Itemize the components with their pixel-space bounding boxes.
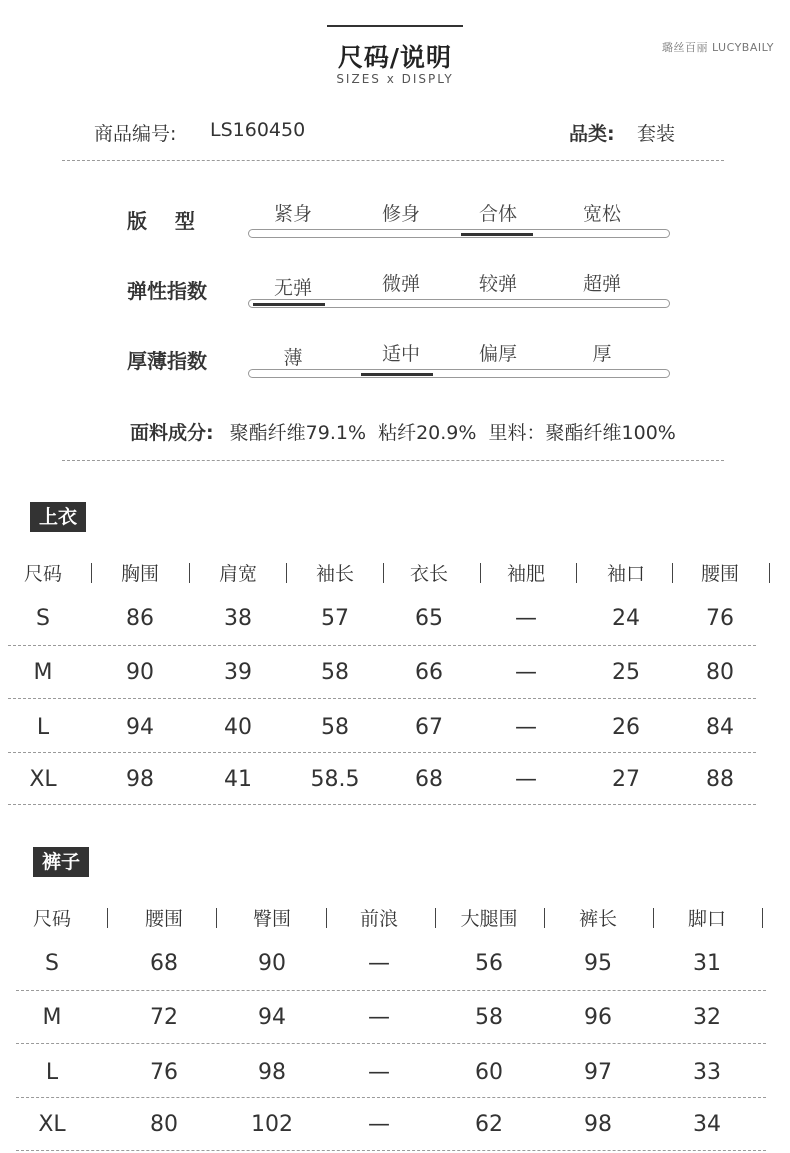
table-cell: 41: [224, 767, 252, 792]
table-cell: 25: [612, 660, 640, 685]
table-cell: 62: [475, 1112, 503, 1137]
table-cell: 33: [693, 1060, 721, 1085]
table-cell: 76: [706, 606, 734, 631]
header-separator: [435, 908, 436, 928]
table-cell: M: [33, 660, 53, 685]
header-separator: [107, 908, 108, 928]
row-divider: [16, 1097, 766, 1098]
table-cell: 66: [415, 660, 443, 685]
attribute-option: 合体: [478, 203, 517, 225]
top-table-badge: 上衣: [30, 502, 86, 532]
table-cell: 80: [706, 660, 734, 685]
attribute-option: 宽松: [582, 203, 621, 225]
header-separator: [189, 563, 190, 583]
table-cell: 58: [321, 715, 349, 740]
table-cell: 90: [126, 660, 154, 685]
table-header-cell: 腰围: [144, 908, 183, 930]
table-cell: 60: [475, 1060, 503, 1085]
header-separator: [216, 908, 217, 928]
table-cell: 31: [693, 951, 721, 976]
table-cell: 34: [693, 1112, 721, 1137]
table-cell: 58.5: [310, 767, 360, 792]
header-separator: [286, 563, 287, 583]
table-header-cell: 尺码: [23, 563, 62, 585]
attribute-option: 薄: [283, 347, 303, 369]
table-header-cell: 大腿围: [460, 908, 518, 930]
table-cell: 90: [258, 951, 286, 976]
table-cell: 26: [612, 715, 640, 740]
table-cell: 98: [126, 767, 154, 792]
table-cell: 102: [251, 1112, 293, 1137]
attribute-option: 偏厚: [478, 343, 517, 365]
attribute-option: 适中: [381, 343, 420, 365]
table-cell: 98: [258, 1060, 286, 1085]
table-cell: 65: [415, 606, 443, 631]
table-header-cell: 前浪: [359, 908, 398, 930]
table-header-cell: 衣长: [409, 563, 448, 585]
fabric-value: 聚酯纤维79.1% 粘纤20.9% 里料：聚酯纤维100%: [229, 422, 676, 444]
table-cell: 88: [706, 767, 734, 792]
table-cell: 57: [321, 606, 349, 631]
category-label: 品类:: [569, 123, 615, 145]
header-separator: [672, 563, 673, 583]
table-header-cell: 脚口: [687, 908, 726, 930]
table-cell: XL: [29, 767, 57, 792]
page-title: 尺码/说明: [337, 43, 453, 72]
attribute-scale-marker: [253, 303, 325, 306]
table-header-cell: 尺码: [32, 908, 71, 930]
header-separator: [762, 908, 763, 928]
table-cell: 76: [150, 1060, 178, 1085]
table-cell: 95: [584, 951, 612, 976]
attribute-scale-marker: [361, 373, 433, 376]
attribute-label: 弹性指数: [127, 279, 207, 303]
attribute-option: 紧身: [273, 203, 312, 225]
attribute-option: 超弹: [582, 273, 621, 295]
table-cell: 86: [126, 606, 154, 631]
table-header-cell: 臀围: [252, 908, 291, 930]
table-cell: 80: [150, 1112, 178, 1137]
table-cell: 68: [150, 951, 178, 976]
table-header-cell: 袖长: [315, 563, 354, 585]
table-cell: S: [36, 606, 50, 631]
row-divider: [16, 990, 766, 991]
divider-top: [62, 160, 724, 161]
table-cell: 40: [224, 715, 252, 740]
table-cell: L: [36, 715, 50, 740]
row-divider: [8, 804, 756, 805]
header-separator: [480, 563, 481, 583]
table-header-cell: 肩宽: [218, 563, 257, 585]
table-cell: 96: [584, 1005, 612, 1030]
table-cell: —: [368, 951, 390, 976]
attribute-option: 无弹: [273, 277, 312, 299]
table-cell: 67: [415, 715, 443, 740]
attribute-option: 较弹: [478, 273, 517, 295]
attribute-scale-track: [248, 229, 670, 238]
header-separator: [769, 563, 770, 583]
header-separator: [326, 908, 327, 928]
fabric-label: 面料成分:: [130, 422, 214, 444]
table-cell: 94: [258, 1005, 286, 1030]
page-subtitle: SIZES x DISPLY: [336, 72, 454, 86]
category-value: 套装: [637, 123, 676, 145]
table-cell: 38: [224, 606, 252, 631]
attribute-option: 修身: [381, 203, 420, 225]
table-cell: M: [42, 1005, 62, 1030]
table-cell: 84: [706, 715, 734, 740]
table-cell: —: [515, 767, 537, 792]
table-cell: 39: [224, 660, 252, 685]
table-cell: 56: [475, 951, 503, 976]
table-header-cell: 袖口: [606, 563, 645, 585]
attribute-scale-track: [248, 369, 670, 378]
product-code-label: 商品编号:: [94, 123, 177, 145]
table-cell: 32: [693, 1005, 721, 1030]
row-divider: [8, 752, 756, 753]
table-cell: 58: [475, 1005, 503, 1030]
row-divider: [8, 645, 756, 646]
table-header-cell: 袖肥: [506, 563, 545, 585]
header-separator: [544, 908, 545, 928]
row-divider: [8, 698, 756, 699]
table-cell: 98: [584, 1112, 612, 1137]
row-divider: [16, 1043, 766, 1044]
divider-bottom: [62, 460, 724, 461]
product-code-value: LS160450: [210, 119, 306, 141]
table-header-cell: 胸围: [120, 563, 159, 585]
table-cell: —: [515, 660, 537, 685]
pants-table-badge: 裤子: [33, 847, 89, 877]
table-cell: —: [515, 715, 537, 740]
attribute-label: 厚薄指数: [127, 349, 207, 373]
table-cell: XL: [38, 1112, 66, 1137]
table-cell: 97: [584, 1060, 612, 1085]
table-cell: 68: [415, 767, 443, 792]
table-cell: —: [368, 1112, 390, 1137]
attribute-label: 版 型: [127, 209, 195, 233]
table-cell: 94: [126, 715, 154, 740]
brand-name: 璐丝百丽 LUCYBAILY: [661, 41, 774, 54]
table-cell: S: [45, 951, 59, 976]
table-cell: L: [45, 1060, 59, 1085]
table-cell: —: [515, 606, 537, 631]
table-cell: —: [368, 1005, 390, 1030]
table-cell: 24: [612, 606, 640, 631]
header-separator: [576, 563, 577, 583]
table-cell: 58: [321, 660, 349, 685]
header-top-line: [327, 25, 463, 27]
fabric-composition: [130, 418, 676, 445]
table-header-cell: 裤长: [578, 908, 617, 930]
attribute-option: 厚: [592, 343, 612, 365]
header-separator: [91, 563, 92, 583]
attribute-scale-marker: [461, 233, 533, 236]
row-divider: [16, 1150, 766, 1151]
attribute-option: 微弹: [381, 273, 420, 295]
table-cell: 27: [612, 767, 640, 792]
header-separator: [383, 563, 384, 583]
header-separator: [653, 908, 654, 928]
table-cell: 72: [150, 1005, 178, 1030]
table-cell: —: [368, 1060, 390, 1085]
table-header-cell: 腰围: [700, 563, 739, 585]
